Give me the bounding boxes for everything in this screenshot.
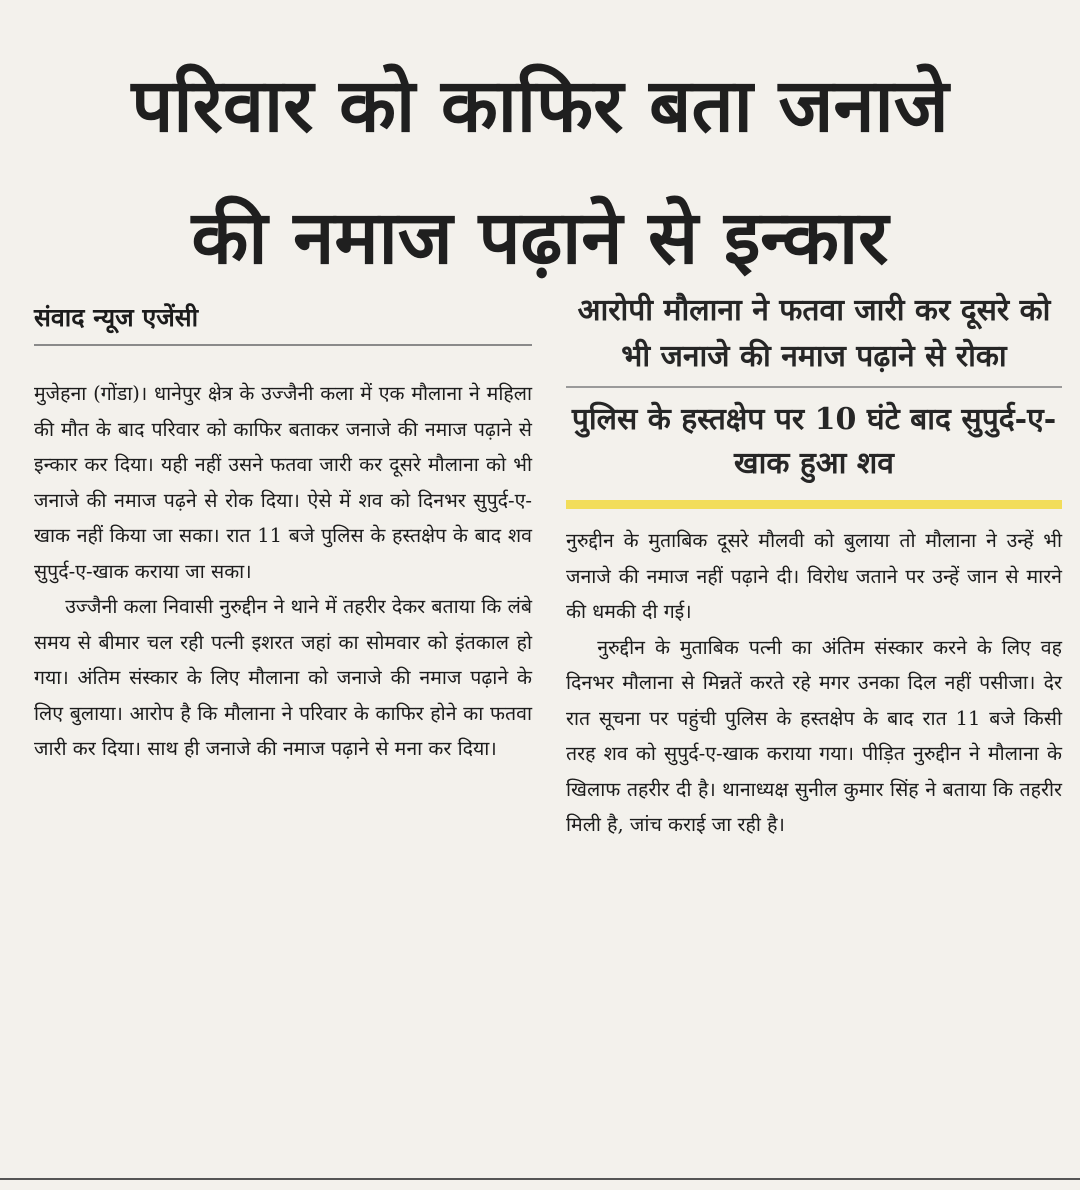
subheadline-primary: आरोपी मौलाना ने फतवा जारी कर दूसरे को भी जनाजे की नमाज पढ़ाने से रोका bbox=[566, 288, 1062, 388]
byline: संवाद न्यूज एजेंसी bbox=[34, 296, 532, 346]
highlight-bar bbox=[566, 500, 1062, 509]
headline bbox=[20, 40, 1060, 304]
right-paragraph-1: नुरुद्दीन के मुताबिक दूसरे मौलवी को बुलाया तो मौलाना ने उन्हें भी जनाजे की नमाज नहीं पढ़ाने दी। विरोध जताने पर उन्हें जान से मारने की धमकी दी गई। bbox=[566, 529, 1062, 623]
headline-line-2: की नमाज पढ़ाने से इन्कार bbox=[191, 195, 889, 281]
left-paragraph-2: उज्जैनी कला निवासी नुरुद्दीन ने थाने में तहरीर देकर बताया कि लंबे समय से बीमार चल रही पत्नी इशरत जहां का सोमवार को इंतकाल हो गया। अंतिम संस्कार के लिए मौलाना को जनाजे की नमाज पढ़ाने के लिए बुलाया। आरोप है कि मौलाना ने परिवार के काफिर होने का फतवा जारी कर दिया। साथ ही जनाजे की नमाज पढ़ाने से मना कर दिया। bbox=[34, 595, 532, 760]
right-paragraph-2: नुरुद्दीन के मुताबिक पत्नी का अंतिम संस्कार करने के लिए वह दिनभर मौलाना से मिन्नतें करते रहे मगर उनका दिल नहीं पसीजा। देर रात सूचना पर पहुंची पुलिस के हस्तक्षेप के बाद रात 11 बजे किसी तरह शव को सुपुर्द-ए-खाक कराया गया। पीड़ित नुरुद्दीन ने मौलाना के खिलाफ तहरीर दी है। थानाध्यक्ष सुनील कुमार सिंह ने बताया कि तहरीर मिली है, जांच कराई जा रही है। bbox=[566, 635, 1062, 836]
headline-line-1: परिवार को काफिर बता जनाजे bbox=[131, 63, 949, 149]
right-column bbox=[566, 288, 1062, 843]
bottom-rule bbox=[0, 1178, 1080, 1180]
left-column bbox=[34, 296, 532, 767]
left-paragraph-1: मुजेहना (गोंडा)। धानेपुर क्षेत्र के उज्जैनी कला में एक मौलाना ने महिला की मौत के बाद परिवार को काफिर बताकर जनाजे की नमाज पढ़ाने से इन्कार कर दिया। यही नहीं उसने फतवा जारी कर दूसरे मौलाना को भी जनाजे की नमाज पढ़ने से रोक दिया। ऐसे में शव को दिनभर सुपुर्द-ए-खाक नहीं किया जा सका। रात 11 बजे पुलिस के हस्तक्षेप के बाद शव सुपुर्द-ए-खाक कराया जा सका। bbox=[34, 382, 532, 583]
subheadline-secondary: पुलिस के हस्तक्षेप पर 10 घंटे बाद सुपुर्द-ए-खाक हुआ शव bbox=[571, 402, 1057, 481]
